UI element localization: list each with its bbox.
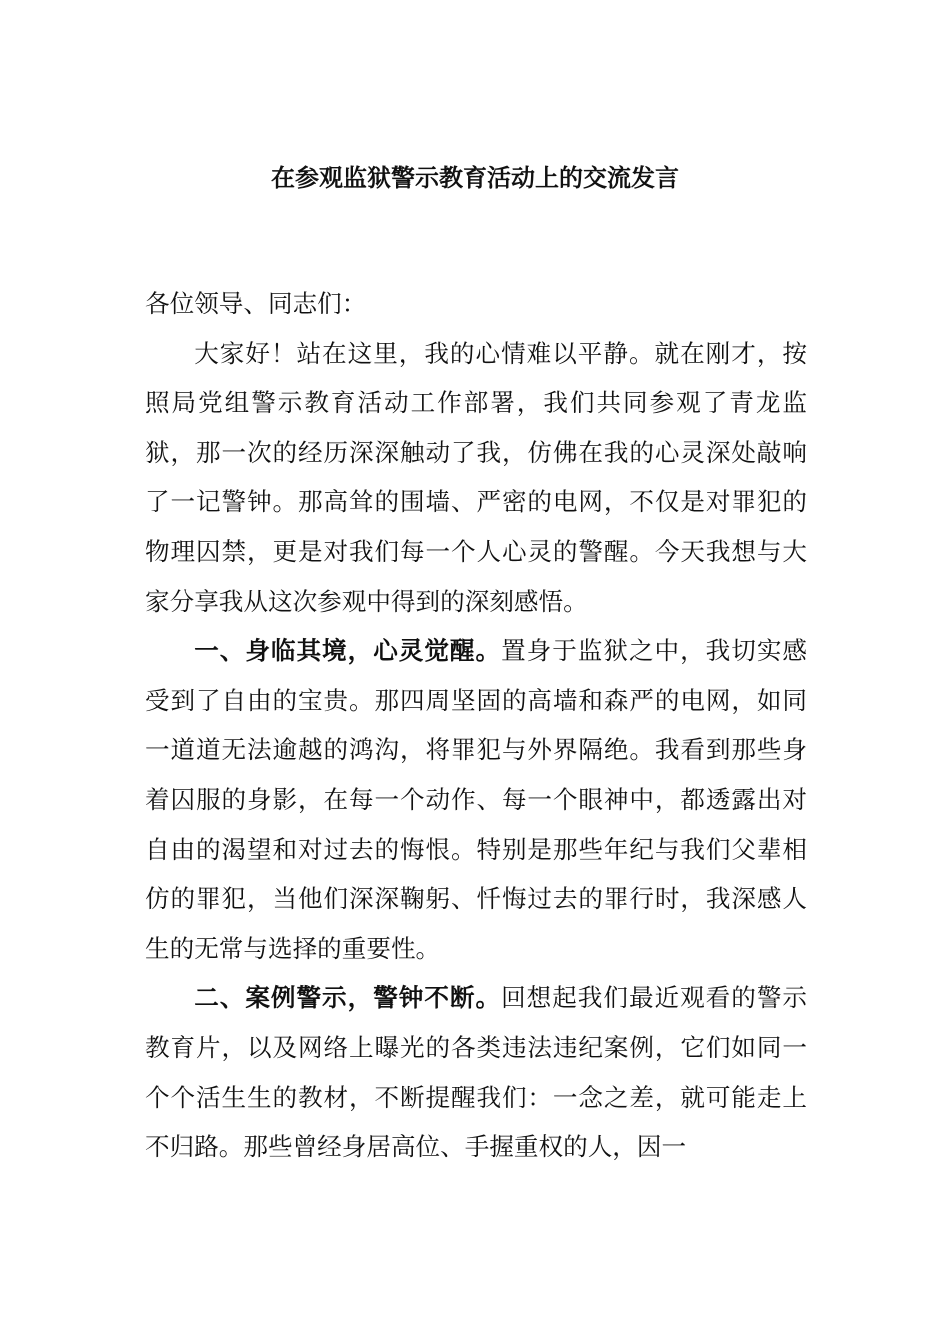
paragraph-opening [145, 329, 807, 627]
paragraph-text: 大家好！站在这里，我的心情难以平静。就在刚才，按照局党组警示教育活动工作部署，我们共同参观了青龙监狱，那一次的经历深深触动了我，仿佛在我的心灵深处敲响了一记警钟。那高耸的围墙、严密的电网，不仅是对罪犯的物理囚禁，更是对我们每一个人心灵的警醒。今天我想与大家分享我从这次参观中得到的深刻感悟。 [145, 338, 807, 616]
section-heading: 一、身临其境，心灵觉醒。 [194, 636, 502, 666]
document-body [145, 279, 807, 1172]
paragraph-text: 回想起我们最近观看的警示教育片，以及网络上曝光的各类违法违纪案例，它们如同一个个活生生的教材，不断提醒我们：一念之差，就可能走上不归路。那些曾经身居高位、手握重权的人，因一 [145, 983, 807, 1162]
paragraph-text: 置身于监狱之中，我切实感受到了自由的宝贵。那四周坚固的高墙和森严的电网，如同一道道无法逾越的鸿沟，将罪犯与外界隔绝。我看到那些身着囚服的身影，在每一个动作、每一个眼神中，都透露出对自由的渴望和对过去的悔恨。特别是那些年纪与我们父辈相仿的罪犯，当他们深深鞠躬、忏悔过去的罪行时，我深感人生的无常与选择的重要性。 [145, 636, 807, 963]
document-title: 在参观监狱警示教育活动上的交流发言 [271, 164, 679, 192]
salutation: 各位领导、同志们： [145, 289, 367, 318]
paragraph-section-2 [145, 973, 807, 1171]
paragraph-section-1 [145, 626, 807, 973]
section-heading: 二、案例警示，警钟不断。 [194, 983, 502, 1013]
